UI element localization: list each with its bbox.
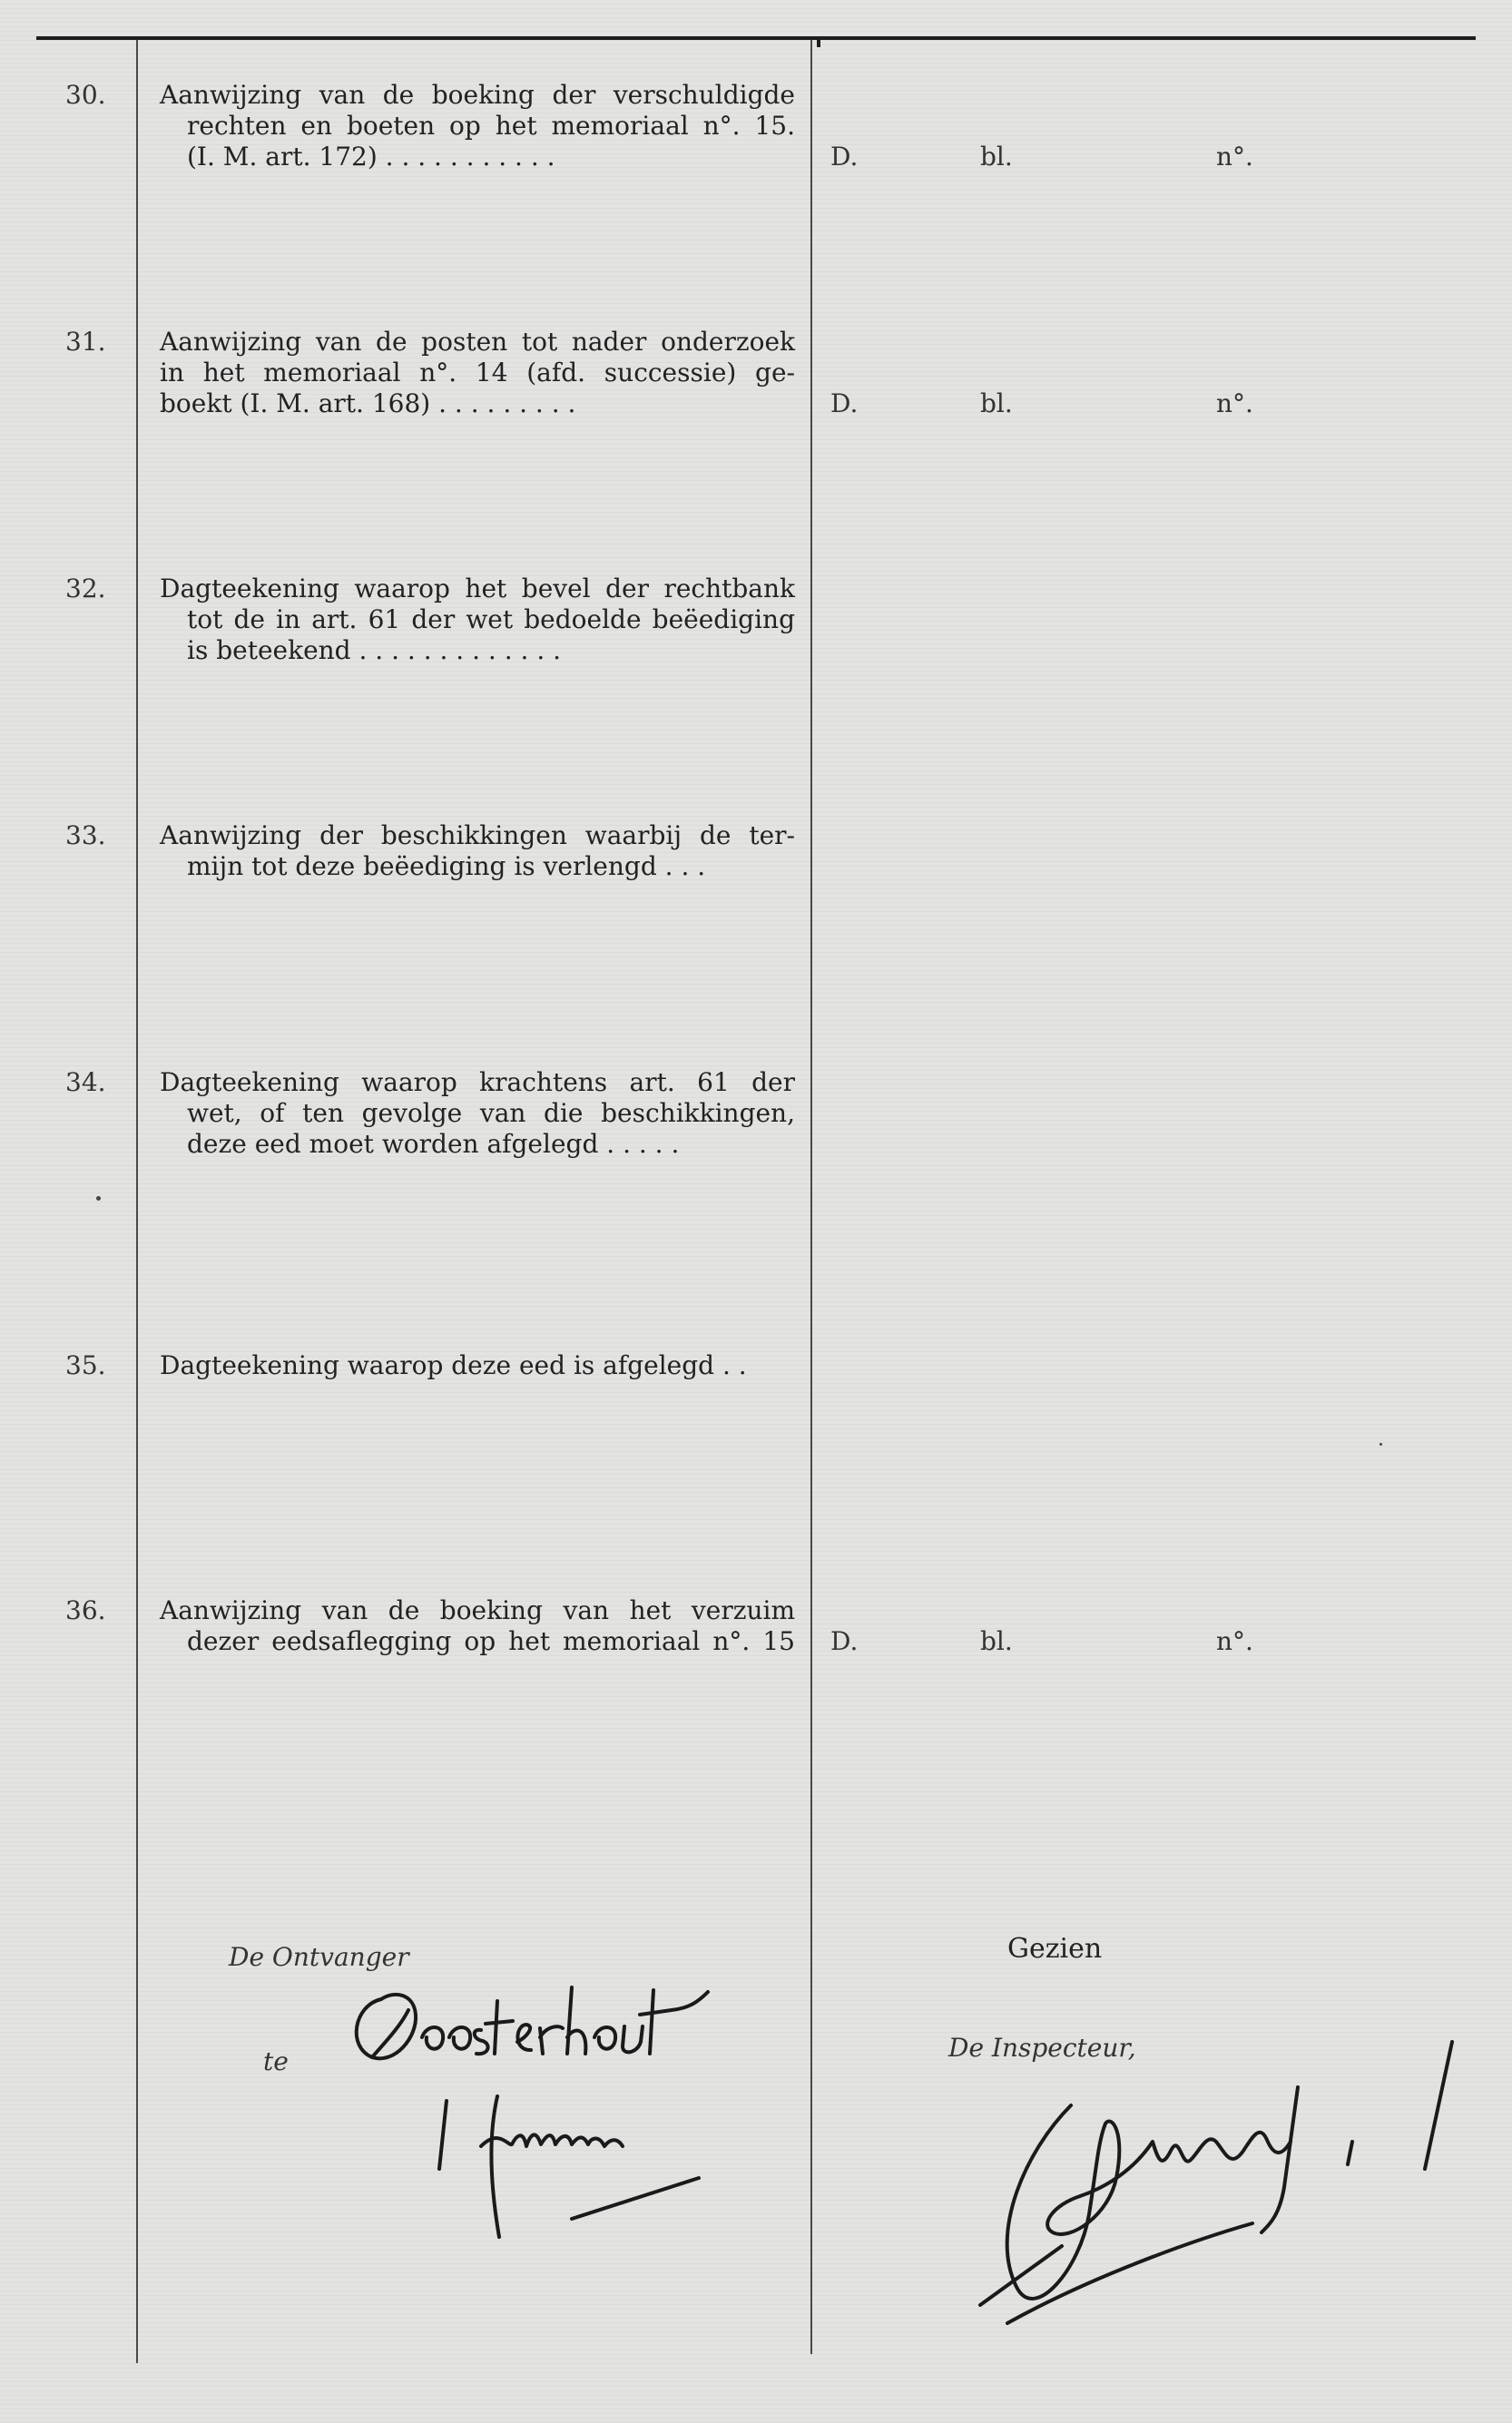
entry-number: 36. <box>65 1595 106 1625</box>
inspecteur-signature <box>953 2033 1479 2341</box>
ref-bl: bl. <box>980 142 1013 172</box>
ref-d: D. <box>830 1626 859 1656</box>
entry-line: Aanwijzing der beschikkingen waarbij de ter- <box>160 820 795 850</box>
entry-line: wet, of ten gevolge van die beschikkingen, <box>187 1098 795 1128</box>
paper-speck <box>1379 1443 1382 1446</box>
inspecteur-label: De Inspecteur, <box>948 2033 1136 2063</box>
entry-description <box>160 574 795 666</box>
top-rule-tick <box>817 36 820 47</box>
column-divider-right <box>810 40 812 2354</box>
entry-number: 34. <box>65 1067 106 1097</box>
te-label: te <box>263 2046 289 2076</box>
entry-line: tot de in art. 61 der wet bedoelde beëediging <box>187 604 795 634</box>
entry-line: Dagteekening waarop krachtens art. 61 der <box>160 1067 795 1097</box>
entry-description <box>160 80 795 172</box>
entry-line: in het memoriaal n°. 14 (afd. successie) ge- <box>160 358 795 387</box>
entry-line: (I. M. art. 172) . . . . . . . . . . . <box>187 142 555 172</box>
ref-d: D. <box>830 142 859 172</box>
entry-description <box>160 1067 795 1160</box>
ref-no: n°. <box>1216 142 1253 172</box>
top-rule <box>36 36 1476 40</box>
ref-no: n°. <box>1216 1626 1253 1656</box>
entry-line: Aanwijzing van de boeking der verschuldigde <box>160 80 795 110</box>
column-divider-left <box>136 40 138 2363</box>
ref-bl: bl. <box>980 1626 1013 1656</box>
handwritten-place-name <box>345 1974 753 2083</box>
ref-bl: bl. <box>980 388 1013 418</box>
ontvanger-label: De Ontvanger <box>229 1942 409 1972</box>
ref-d: D. <box>830 388 859 418</box>
entry-line: is beteekend . . . . . . . . . . . . . <box>187 635 562 665</box>
entry-line: Dagteekening waarop het bevel der rechtbank <box>160 574 795 603</box>
entry-line: dezer eedsaflegging op het memoriaal n°. 15 <box>187 1626 795 1656</box>
entry-line: rechten en boeten op het memoriaal n°. 15. <box>187 111 795 141</box>
gezien-label: Gezien <box>1007 1933 1103 1965</box>
ref-no: n°. <box>1216 388 1253 418</box>
entry-line: mijn tot deze beëediging is verlengd . . . <box>187 851 706 881</box>
entry-number: 33. <box>65 820 106 850</box>
ontvanger-signature <box>436 2092 708 2246</box>
entry-number: 31. <box>65 327 106 357</box>
paper-speck <box>96 1196 101 1201</box>
entry-number: 35. <box>65 1350 106 1380</box>
entry-line: Dagteekening waarop deze eed is afgelegd . . <box>160 1350 747 1380</box>
entry-number: 32. <box>65 574 106 603</box>
entry-description <box>160 1350 795 1381</box>
entry-number: 30. <box>65 80 106 110</box>
entry-line: boekt (I. M. art. 168) . . . . . . . . . <box>160 388 576 418</box>
entry-line: Aanwijzing van de posten tot nader onderzoek <box>160 327 795 357</box>
entry-line: deze eed moet worden afgelegd . . . . . <box>187 1129 680 1159</box>
entry-description <box>160 820 795 882</box>
entry-description <box>160 1595 795 1657</box>
entry-description <box>160 327 795 419</box>
entry-line: Aanwijzing van de boeking van het verzuim <box>160 1595 795 1625</box>
